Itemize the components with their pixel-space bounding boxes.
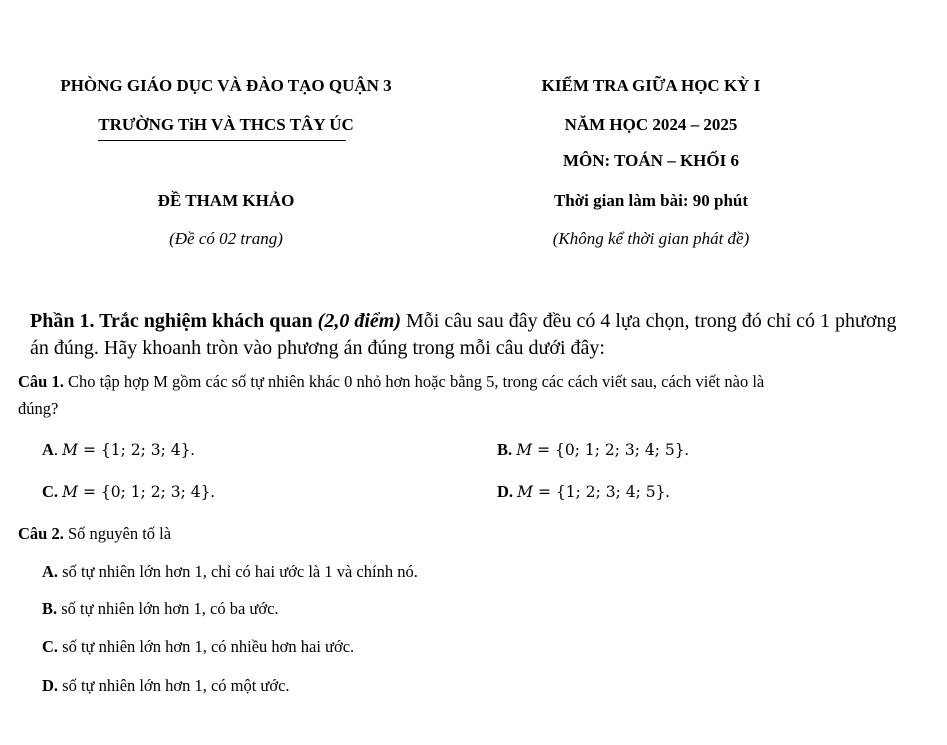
exam-type: ĐỀ THAM KHẢO [157, 191, 295, 210]
q2-option-a[interactable]: A. số tự nhiên lớn hơn 1, chỉ có hai ước là 1 và chính nó. [42, 562, 418, 581]
part1-points: (2,0 điểm) [317, 310, 401, 332]
pages-note: (Đề có 02 trang) [169, 229, 283, 248]
q1-option-a[interactable]: A. M = {1; 2; 3; 4}. [42, 440, 195, 459]
question-2-label: Câu 2. [18, 524, 64, 543]
header-underline [98, 140, 346, 141]
question-2-text: Số nguyên tố là [63, 524, 172, 543]
q2-option-c[interactable]: C. số tự nhiên lớn hơn 1, có nhiều hơn hai ước. [42, 637, 355, 656]
question-1-label: Câu 1. [18, 372, 64, 391]
question-1-text-cont: đúng? [18, 399, 59, 418]
question-1 [18, 372, 764, 392]
time-note: (Không kể thời gian phát đề) [552, 229, 750, 248]
q2-option-b[interactable]: B. số tự nhiên lớn hơn 1, có ba ước. [42, 599, 279, 618]
part1-title: Phần 1. Trắc nghiệm khách quan [30, 310, 313, 332]
exam-title: KIỂM TRA GIỮA HỌC KỲ I [541, 76, 761, 95]
q1-option-b[interactable]: B. M = {0; 1; 2; 3; 4; 5}. [497, 440, 689, 459]
part1-instruction: Mỗi câu sau đây đều có 4 lựa chọn, trong đó chỉ có 1 phương án đúng. Hãy khoanh tròn vào phương án đúng trong mỗi câu dưới đây: [30, 310, 897, 359]
exam-duration: Thời gian làm bài: 90 phút [553, 191, 749, 210]
q1-option-c[interactable]: C. M = {0; 1; 2; 3; 4}. [42, 482, 215, 501]
question-1-text: Cho tập hợp M gồm các số tự nhiên khác 0 nhỏ hơn hoặc bằng 5, trong các cách viết sau, cách viết nào là [63, 372, 765, 391]
school-year: NĂM HỌC 2024 – 2025 [564, 115, 738, 134]
q2-option-d[interactable]: D. số tự nhiên lớn hơn 1, có một ước. [42, 676, 290, 695]
school-name: TRƯỜNG TiH VÀ THCS TÂY ÚC [98, 115, 354, 134]
subject-grade: MÔN: TOÁN – KHỐI 6 [563, 151, 739, 170]
question-2 [18, 524, 171, 544]
part1-intro [30, 308, 920, 362]
department-name: PHÒNG GIÁO DỤC VÀ ĐÀO TẠO QUẬN 3 [60, 76, 392, 95]
q1-option-d[interactable]: D. M = {1; 2; 3; 4; 5}. [497, 482, 670, 501]
